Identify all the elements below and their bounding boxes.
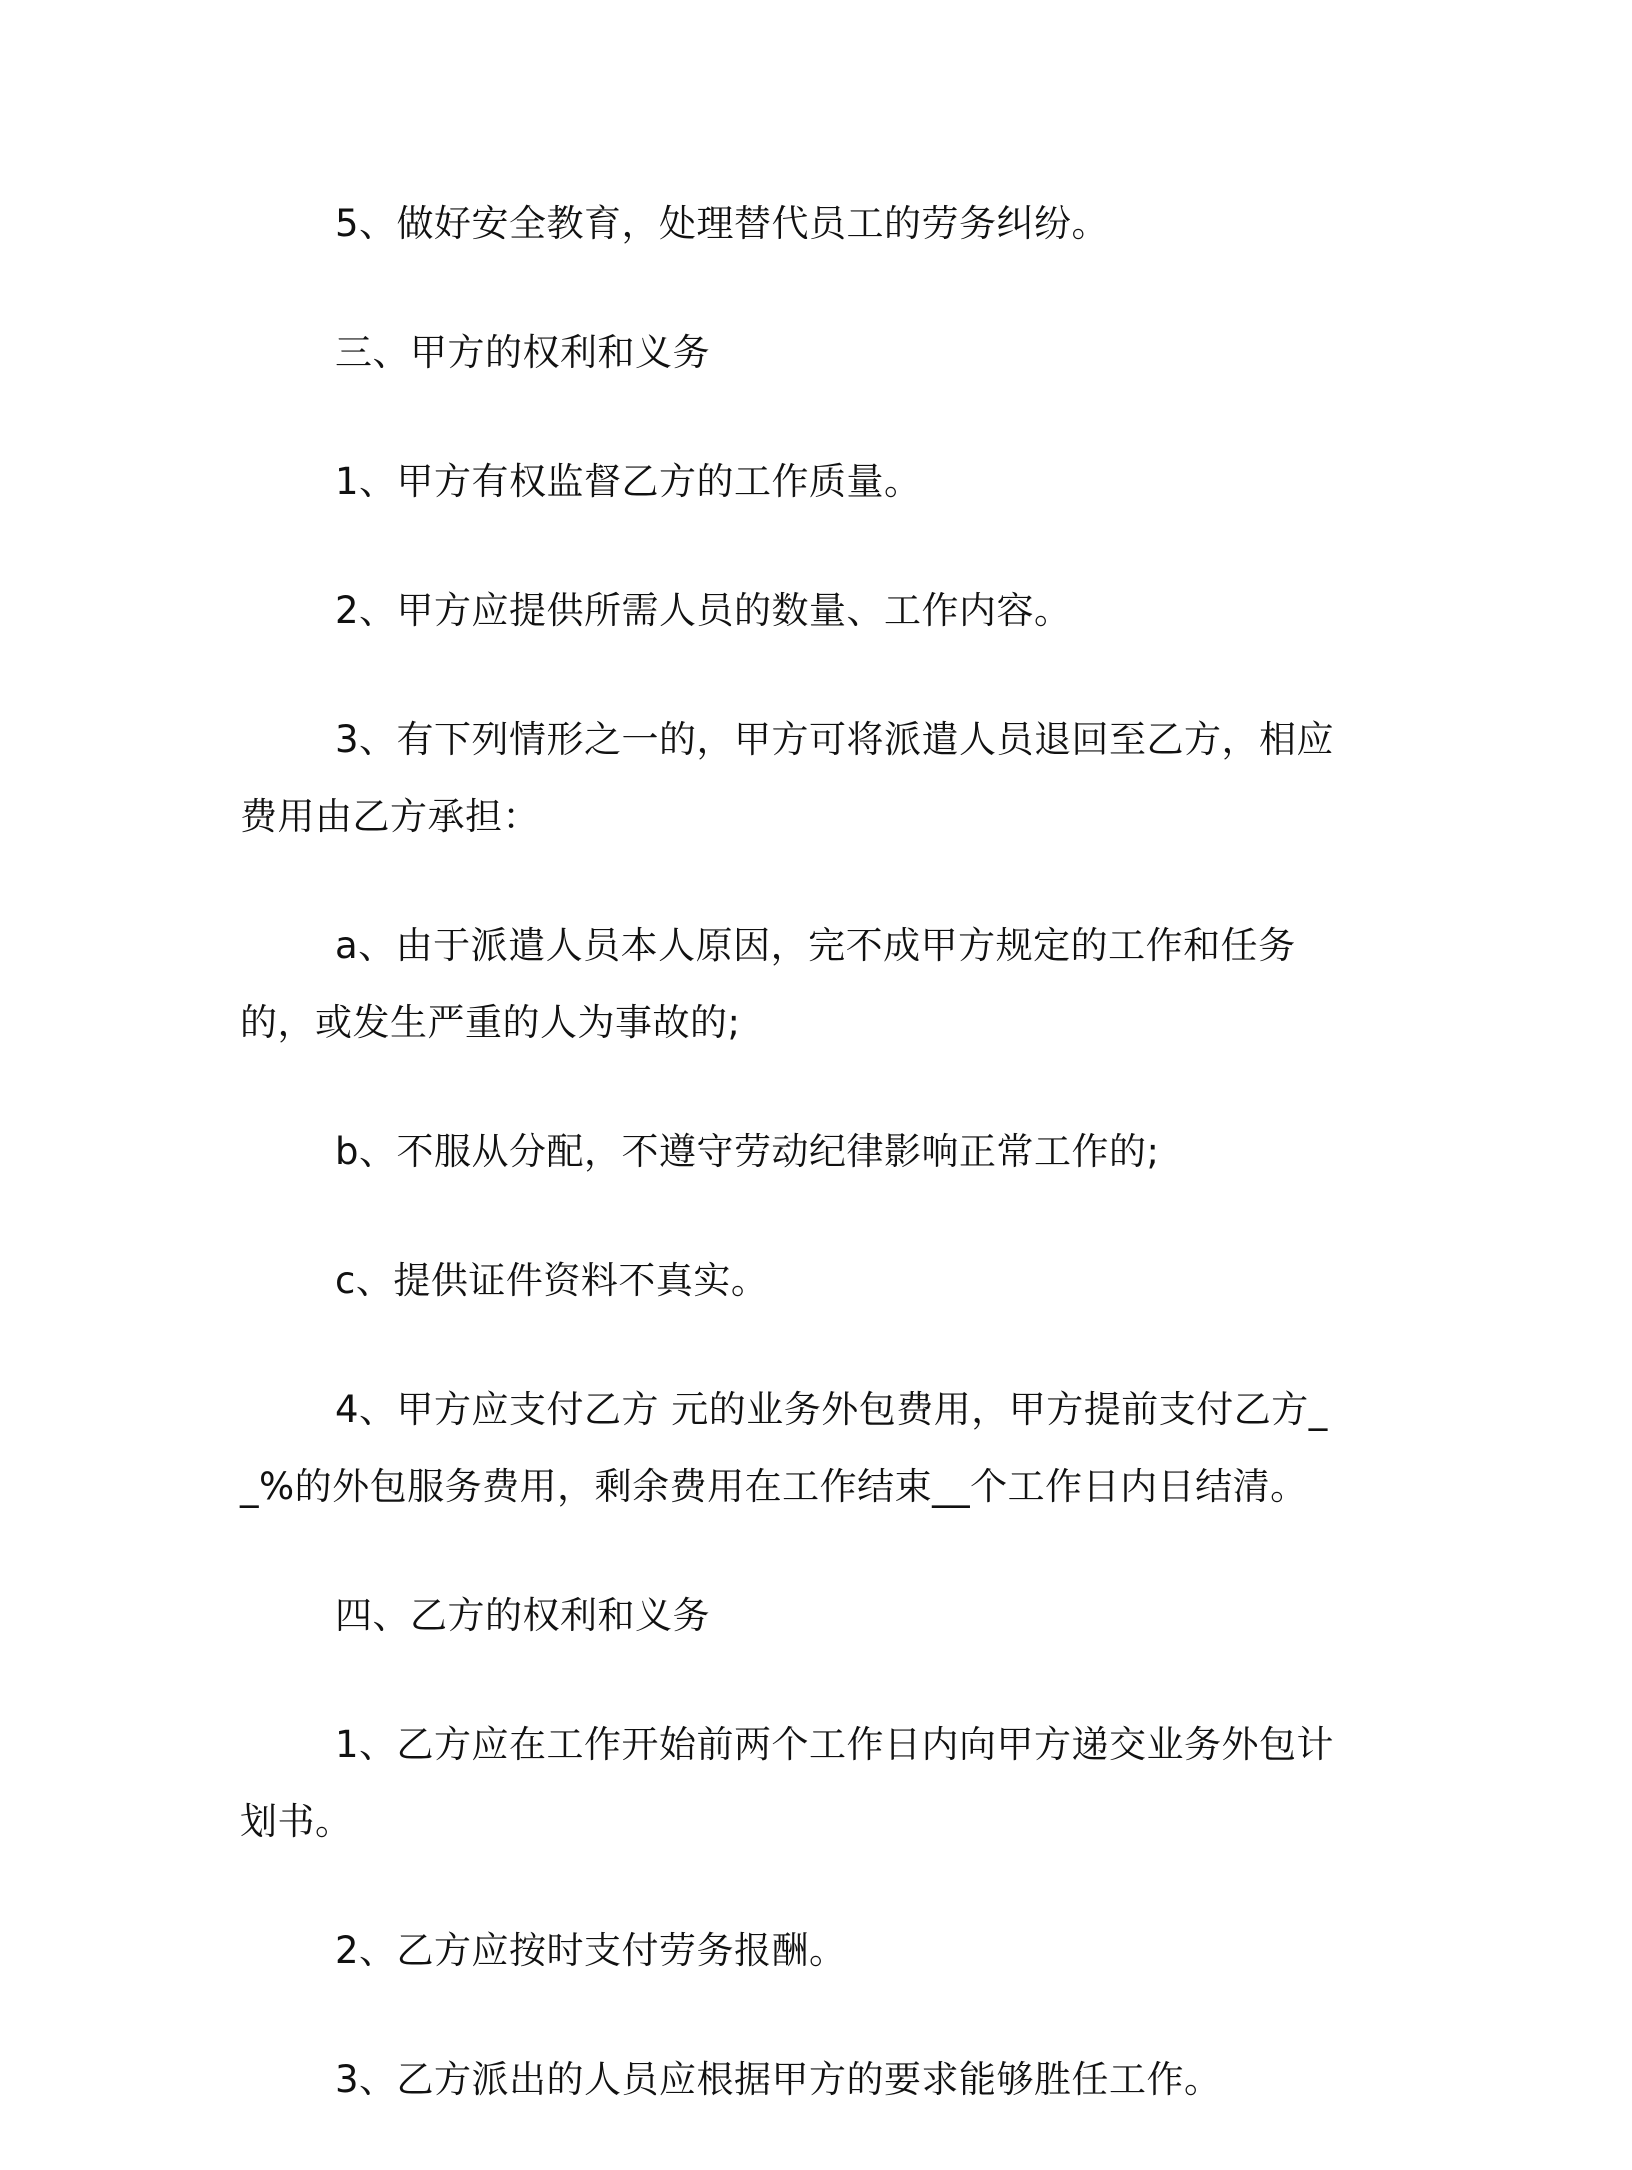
paragraph-party-a-payment: 4、甲方应支付乙方 元的业务外包费用，甲方提前支付乙方__%的外包服务费用，剩余费用在工作结束__个工作日内日结清。 [240, 1388, 1328, 1508]
section-heading-party-b-rights: 四、乙方的权利和义务 [335, 1594, 710, 1637]
paragraph-party-a-provide-staff: 2、甲方应提供所需人员的数量、工作内容。 [335, 589, 1072, 632]
paragraph-case-b: b、不服从分配，不遵守劳动纪律影响正常工作的; [335, 1130, 1160, 1173]
paragraph-safety-education: 5、做好安全教育，处理替代员工的劳务纠纷。 [335, 202, 1110, 245]
paragraph-party-b-competent: 3、乙方派出的人员应根据甲方的要求能够胜任工作。 [335, 2058, 1222, 2101]
paragraph-party-a-supervise: 1、甲方有权监督乙方的工作质量。 [335, 460, 922, 503]
paragraph-party-b-plan: 1、乙方应在工作开始前两个工作日内向甲方递交业务外包计划书。 [240, 1723, 1335, 1843]
paragraph-case-c: c、提供证件资料不真实。 [335, 1259, 769, 1302]
section-heading-party-a-rights: 三、甲方的权利和义务 [335, 331, 710, 374]
paragraph-party-b-pay: 2、乙方应按时支付劳务报酬。 [335, 1929, 847, 1972]
paragraph-party-a-return-staff: 3、有下列情形之一的，甲方可将派遣人员退回至乙方，相应费用由乙方承担： [240, 718, 1335, 838]
document-body [240, 185, 1370, 2170]
paragraph-case-a: a、由于派遣人员本人原因，完不成甲方规定的工作和任务的，或发生严重的人为事故的; [240, 924, 1296, 1044]
